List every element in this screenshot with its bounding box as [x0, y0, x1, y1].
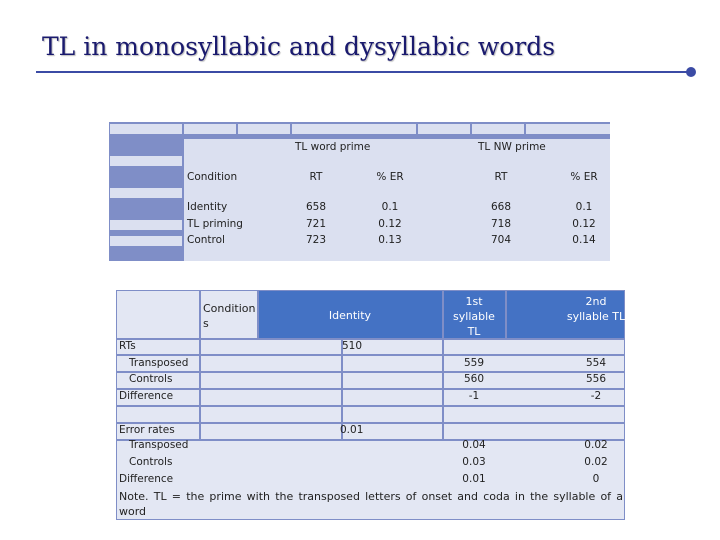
- row-condition: Identity: [187, 201, 228, 213]
- col-header-word-rt: RT: [309, 171, 323, 183]
- row-label: Controls: [129, 456, 173, 468]
- title-underline: [36, 71, 690, 73]
- row-label: Transposed: [129, 439, 189, 451]
- row-word-er: 0.13: [378, 234, 402, 246]
- col-header-condition: Condition: [187, 171, 238, 183]
- syllable-table: [116, 290, 625, 520]
- row-second: 556: [585, 373, 607, 385]
- row-second: 554: [585, 357, 607, 369]
- row-word-er: 0.1: [381, 201, 399, 213]
- errors-identity: 0.01: [340, 424, 364, 436]
- row-second: 0: [592, 473, 600, 485]
- row-label: Difference: [119, 390, 174, 402]
- row-first: 0.04: [462, 439, 486, 451]
- col-header-nw-rt: RT: [494, 171, 508, 183]
- row-first: 0.03: [462, 456, 486, 468]
- row-second: 0.02: [584, 439, 608, 451]
- row-label: Transposed: [129, 357, 189, 369]
- header-identity: Identity: [328, 309, 372, 322]
- slide-title: TL in monosyllabic and dysyllabic words: [42, 32, 556, 61]
- header-first-syllable: 1st syllable TL: [453, 295, 495, 338]
- errors-label: Error rates: [119, 424, 175, 436]
- row-word-er: 0.12: [378, 218, 402, 230]
- row-label: Difference: [119, 473, 174, 485]
- table-note: Note. TL = the prime with the transposed letters of onset and coda in the syllable of a word: [119, 490, 623, 518]
- row-label: Controls: [129, 373, 173, 385]
- row-first: -1: [468, 390, 480, 402]
- row-first: 0.01: [462, 473, 486, 485]
- row-word-rt: 721: [305, 218, 327, 230]
- rts-label: RTs: [119, 340, 136, 352]
- row-nw-rt: 718: [490, 218, 512, 230]
- header-conditions: Condition s: [203, 302, 256, 330]
- row-nw-er: 0.1: [575, 201, 593, 213]
- row-second: -2: [590, 390, 602, 402]
- row-nw-rt: 668: [490, 201, 512, 213]
- row-second: 0.02: [584, 456, 608, 468]
- row-condition: Control: [187, 234, 225, 246]
- rts-identity: 510: [342, 340, 363, 352]
- row-first: 559: [463, 357, 485, 369]
- group-header-word: TL word prime: [295, 141, 371, 153]
- title-underline-dot: [686, 67, 696, 77]
- col-header-word-er: % ER: [376, 171, 404, 183]
- group-header-nonword: TL NW prime: [478, 141, 546, 153]
- row-nw-er: 0.14: [572, 234, 596, 246]
- header-second-syllable: 2nd syllable TL: [566, 295, 626, 323]
- col-header-nw-er: % ER: [570, 171, 598, 183]
- row-nw-er: 0.12: [572, 218, 596, 230]
- row-nw-rt: 704: [490, 234, 512, 246]
- row-word-rt: 658: [305, 201, 327, 213]
- row-condition: TL priming: [187, 218, 243, 230]
- row-word-rt: 723: [305, 234, 327, 246]
- row-first: 560: [463, 373, 485, 385]
